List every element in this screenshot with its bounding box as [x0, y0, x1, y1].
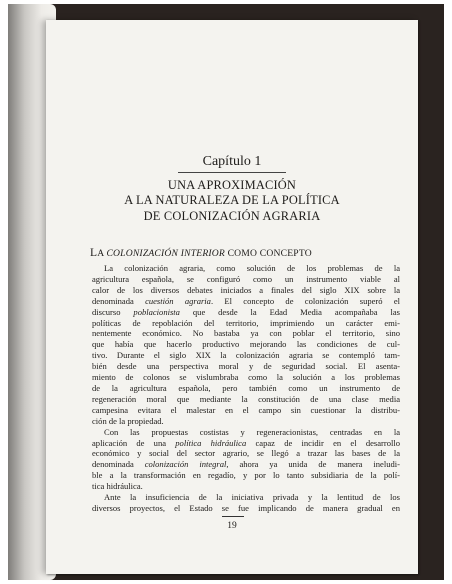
book-page	[46, 20, 418, 574]
body-line: calor de los diversos debates iniciados a finales del siglo XIX sobre la	[92, 284, 400, 295]
body-line: diversos proyectos, el Estado se fue implicando de manera gradual en	[92, 502, 400, 513]
body-line: denominada cuestión agraria. El concepto de colonización superó el	[92, 295, 400, 306]
chapter-title-line: UNA APROXIMACIÓN	[167, 178, 297, 192]
body-line: La colonización agraria, como solución de los problemas de la	[104, 263, 400, 273]
body-line: tica hidráulica.	[92, 481, 143, 492]
chapter-label: Capítulo 1	[202, 154, 262, 169]
body-line: económico y social del sector agrario, se llegó a trazar las bases de la	[92, 448, 400, 459]
chapter-title	[46, 178, 418, 224]
body-line: políticas de repoblación del territorio, imprimiendo un carácter emi-	[92, 317, 400, 328]
body-line: que había que hacerlo productivo mejorando las condiciones de cul-	[92, 339, 400, 350]
body-line: miento de colonos se vislumbraba como la solución a los problemas	[92, 372, 400, 383]
body-line: ble a la transformación en regadío, y por lo tanto subsidiaria de la polí-	[92, 470, 400, 481]
chapter-rule	[178, 172, 286, 173]
body-line: Con las propuestas costistas y regeneracionistas, centradas en la	[104, 426, 400, 437]
section-heading: LA COLONIZACIÓN INTERIOR COMO CONCEPTO	[90, 247, 312, 259]
chapter-title-line: A LA NATURALEZA DE LA POLÍTICA	[124, 193, 340, 208]
page-number: 19	[227, 521, 237, 531]
body-line: regeneración moral que mediante la constitución de una clase media	[92, 393, 400, 404]
body-line: denominada colonización integral, ahora ya unida de manera ineludi-	[92, 459, 400, 470]
chapter-title-line: DE COLONIZACIÓN AGRARIA	[143, 208, 321, 223]
footer-rule	[222, 516, 244, 517]
body-line: agricultura española, se configuró como un instrumento viable al	[92, 273, 400, 284]
body-line: Ante la insuficiencia de la iniciativa privada y la lentitud de los	[104, 492, 400, 503]
body-line: discurso poblacionista que desde la Edad Media acompañaba las	[92, 306, 401, 317]
body-line: nentemente económico. No bastaba ya con poblar el territorio, sino	[92, 328, 400, 339]
body-text	[92, 263, 400, 514]
body-line: ción de la propiedad.	[92, 415, 164, 426]
body-line: campesina evitara el malestar en el campo sin cuestionar la distribu-	[92, 404, 400, 415]
body-line: bién desde una perspectiva moral y de seguridad social. El asenta-	[92, 361, 400, 372]
body-line: aplicación de una política hidráulica capaz de incidir en el desarrollo	[92, 437, 400, 448]
body-line: tivo. Durante el siglo XIX la colonización agraria se contempló tam-	[92, 350, 400, 361]
body-line: de la agricultura española, pero también como un instrumento de	[92, 382, 400, 393]
